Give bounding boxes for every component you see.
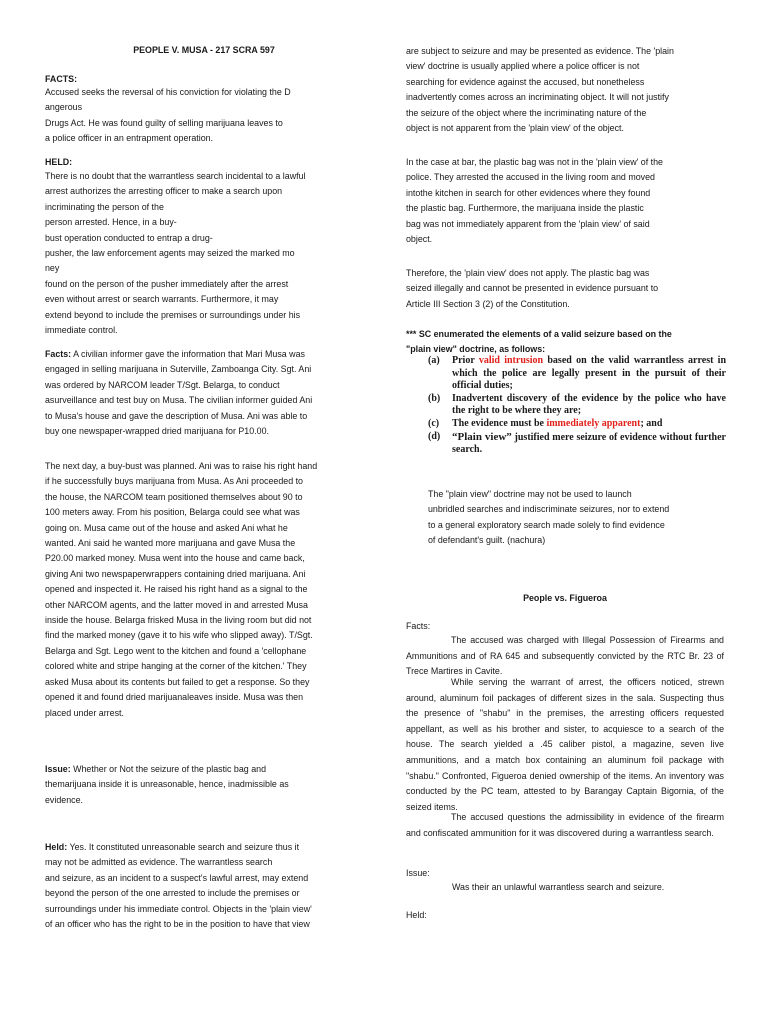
text-line: 100 meters away. From his position, Belarga could see what was bbox=[45, 507, 300, 518]
text-line: colored white and stripe hanging at the corner of the kitchen.' They bbox=[45, 661, 307, 672]
text-line: going on. Musa came out of the house and asked Ani what he bbox=[45, 522, 288, 533]
therefore-paragraph bbox=[406, 266, 724, 312]
text-line: giving Ani two newspaperwrappers containing dried marijuana. Ani bbox=[45, 568, 306, 579]
text-line: inadvertently comes across an incriminating object. It will not justify bbox=[406, 92, 669, 103]
immediately-apparent-highlight: immediately apparent bbox=[546, 417, 641, 429]
element-c bbox=[428, 418, 728, 431]
fig-held-heading: Held: bbox=[406, 910, 427, 920]
text-line: Article III Section 3 (2) of the Constitution. bbox=[406, 298, 570, 309]
element-text: based on the valid warrantless arrest in which the police are legally present in the pursuit of their official duties; bbox=[452, 355, 727, 392]
issue-label: Issue: bbox=[45, 764, 71, 774]
text-line: find the marked money (gave it to his wife who slipped away). T/Sgt. bbox=[45, 630, 313, 641]
text-line: Belarga and Sgt. Lego went to the kitchen and found a 'cellophane bbox=[45, 645, 307, 656]
text-line: to a general exploratory search made solely to find evidence bbox=[428, 519, 665, 530]
element-text: ; and bbox=[640, 417, 663, 429]
text-line: unbridled searches and indiscriminate seizures, nor to extend bbox=[428, 504, 670, 515]
text-line: opened and inspected it. He raised his right hand as a signal to the bbox=[45, 584, 308, 595]
text-line: was ordered by NARCOM leader T/Sgt. Belarga, to conduct bbox=[45, 379, 280, 390]
held-heading: HELD: bbox=[45, 157, 73, 167]
continuation-paragraph bbox=[406, 44, 724, 136]
text-line: Yes. It constituted unreasonable search and seizure thus it bbox=[67, 842, 300, 852]
plain-view-term: “Plain view” bbox=[452, 430, 512, 443]
fig-issue-text: Was their an unlawful warrantless search and seizure. bbox=[452, 882, 665, 892]
text-line: of defendant's guilt. (nachura) bbox=[428, 535, 546, 546]
text-line: even without arrest or search warrants. Furthermore, it may bbox=[45, 294, 279, 305]
elements-list bbox=[428, 355, 728, 457]
text-line: arrest authorizes the arresting officer to make a search upon bbox=[45, 186, 283, 197]
text-line: the house, the NARCOM team positioned themselves about 90 to bbox=[45, 491, 303, 502]
text-line: A civilian informer gave the information that Mari Musa was bbox=[71, 349, 305, 359]
text-line: P20.00 marked money. Musa went into the house and came back, bbox=[45, 553, 305, 564]
element-text: The evidence must be bbox=[452, 417, 547, 429]
element-d bbox=[428, 431, 728, 457]
element-a bbox=[428, 355, 728, 393]
text-line: engaged in selling marijuana in Suterville, Zamboanga City. Sgt. Ani bbox=[45, 364, 312, 375]
element-b bbox=[428, 393, 728, 418]
text-line: asked Musa about its contents but failed to get a response. So they bbox=[45, 676, 310, 687]
text-line: object is not apparent from the 'plain view' of the object. bbox=[406, 123, 624, 134]
text-line: "plain view" doctrine, as follows: bbox=[406, 344, 546, 355]
text-line: opened it and found dried marijuanaleaves inside. Musa was then bbox=[45, 692, 304, 703]
text-line: evidence. bbox=[45, 794, 83, 805]
element-text: justified mere seizure of evidence without further search. bbox=[452, 431, 726, 456]
text-line: In the case at bar, the plastic bag was not in the 'plain view' of the bbox=[406, 157, 663, 167]
text-line: bust operation conducted to entrap a drug- bbox=[45, 232, 213, 243]
text-line: immediate control. bbox=[45, 325, 118, 336]
text-line: asurveillance and test buy on Musa. The civilian informer guided Ani bbox=[45, 395, 313, 406]
text-line: surroundings under his immediate control. Objects in the 'plain view' bbox=[45, 903, 312, 914]
text-line: angerous bbox=[45, 102, 83, 113]
text-line: The next day, a buy-bust was planned. Ani was to raise his right hand bbox=[45, 461, 318, 471]
facts-paragraph bbox=[45, 85, 363, 147]
text-line: object. bbox=[406, 234, 433, 245]
fig-facts-paragraph: The accused was charged with Illegal Possession of Firearms and Ammunitions and of RA 645 and subsequently convicted by the RTC Br. 23 of Trece Martires in Cavite. bbox=[406, 635, 724, 677]
text-line: to Musa's house and gave the description of Musa. Ani was able to bbox=[45, 410, 308, 421]
text-line: seized illegally and cannot be presented in evidence pursuant to bbox=[406, 283, 659, 294]
element-letter: (a) bbox=[428, 355, 440, 366]
element-text: Inadvertent discovery of the evidence by the police who have the right to be where they are; bbox=[452, 392, 726, 417]
text-line: Accused seeks the reversal of his conviction for violating the D bbox=[45, 87, 291, 97]
facts-heading: FACTS: bbox=[45, 74, 78, 84]
text-line: the seizure of the object where the incriminating nature of the bbox=[406, 107, 647, 118]
held2-paragraph bbox=[45, 840, 363, 932]
element-text: Prior bbox=[452, 355, 479, 366]
text-line: may not be admitted as evidence. The warrantless search bbox=[45, 857, 273, 868]
text-line: buy one newspaper-wrapped dried marijuana for P10.00. bbox=[45, 426, 269, 437]
text-line: police. They arrested the accused in the living room and moved bbox=[406, 172, 655, 183]
text-line: incriminating the person of the bbox=[45, 201, 164, 212]
case-title-figueroa: People vs. Figueroa bbox=[523, 593, 607, 603]
text-line: person arrested. Hence, in a buy- bbox=[45, 217, 177, 228]
fig-issue-heading: Issue: bbox=[406, 868, 430, 878]
text-line: pusher, the law enforcement agents may seized the marked mo bbox=[45, 248, 295, 259]
text-line: are subject to seizure and may be presented as evidence. The 'plain bbox=[406, 46, 674, 56]
text-line: found on the person of the pusher immediately after the arrest bbox=[45, 278, 289, 289]
text-line: the plastic bag. Furthermore, the marijuana inside the plastic bbox=[406, 203, 644, 214]
text-line: Therefore, the 'plain view' does not apply. The plastic bag was bbox=[406, 268, 650, 278]
text-line: intothe kitchen in search for other evidences where they found bbox=[406, 187, 651, 198]
text-line: bag was not immediately apparent from the 'plain view' of said bbox=[406, 218, 650, 229]
element-letter: (c) bbox=[428, 417, 440, 429]
text-line: themarijuana inside it is unreasonable, hence, inadmissible as bbox=[45, 779, 289, 790]
text-line: *** SC enumerated the elements of a valid seizure based on the bbox=[406, 329, 672, 339]
text-line: beyond the person of the one arrested to include the premises or bbox=[45, 888, 300, 899]
text-line: Drugs Act. He was found guilty of selling marijuana leaves to bbox=[45, 117, 283, 128]
text-line: of an officer who has the right to be in the position to have that view bbox=[45, 919, 310, 930]
sc-elements-intro bbox=[406, 327, 724, 358]
held2-label: Held: bbox=[45, 842, 68, 852]
held-paragraph bbox=[45, 169, 363, 338]
narrative-paragraph bbox=[45, 459, 363, 721]
text-line: searching for evidence against the accused, but nonetheless bbox=[406, 76, 645, 87]
facts2-paragraph bbox=[45, 347, 363, 439]
plain-view-note bbox=[428, 487, 746, 549]
element-letter: (b) bbox=[428, 392, 441, 404]
fig-facts-paragraph-3: The accused questions the admissibility in evidence of the firearm and confiscated ammunition for it was discovered during a warrantless search. bbox=[406, 812, 724, 838]
text-line: Whether or Not the seizure of the plastic bag and bbox=[70, 764, 267, 774]
fig-facts-paragraph-2: While serving the warrant of arrest, the officers noticed, strewn around, aluminum foil packages of different sizes in the sala. Suspecting thus the presence of "shabu" in the premises, the arresting officers requested appellant, as well as his brother and sister, to acquiesce to a search of the house. The search yielded a .45 caliber pistol, a magazine, seven live ammunitions, and a match box containing an aluminum foil package with "shabu." Confronted, Figueroa denied ownership of the items. An inventory was conducted by the PC team, attested to by Barangay Captain Bigornia, of the seized items. bbox=[406, 677, 724, 812]
case-at-bar-paragraph bbox=[406, 155, 724, 247]
text-line: a police officer in an entrapment operation. bbox=[45, 133, 214, 144]
element-letter: (d) bbox=[428, 430, 441, 442]
text-line: view' doctrine is usually applied where a police officer is not bbox=[406, 61, 640, 72]
text-line: placed under arrest. bbox=[45, 707, 124, 718]
text-line: inside the house. Belarga frisked Musa in the living room but did not bbox=[45, 615, 312, 626]
case-title-musa: PEOPLE V. MUSA - 217 SCRA 597 bbox=[133, 45, 275, 55]
text-line: There is no doubt that the warrantless search incidental to a lawful bbox=[45, 171, 306, 181]
facts2-label: Facts: bbox=[45, 349, 72, 359]
text-line: ney bbox=[45, 263, 60, 274]
valid-intrusion-highlight: valid intrusion bbox=[478, 355, 544, 366]
fig-facts-heading: Facts: bbox=[406, 621, 431, 631]
text-line: extend beyond to include the premises or surroundings under his bbox=[45, 309, 301, 320]
text-line: and seizure, as an incident to a suspect's lawful arrest, may extend bbox=[45, 872, 309, 883]
issue-paragraph bbox=[45, 762, 363, 808]
text-line: wanted. Ani said he wanted more marijuana and gave Musa the bbox=[45, 538, 296, 549]
text-line: other NARCOM agents, and the latter moved in and arrested Musa bbox=[45, 599, 308, 610]
text-line: if he successfully buys marijuana from Musa. As Ani proceeded to bbox=[45, 476, 303, 487]
text-line: The "plain view" doctrine may not be used to launch bbox=[428, 489, 632, 499]
